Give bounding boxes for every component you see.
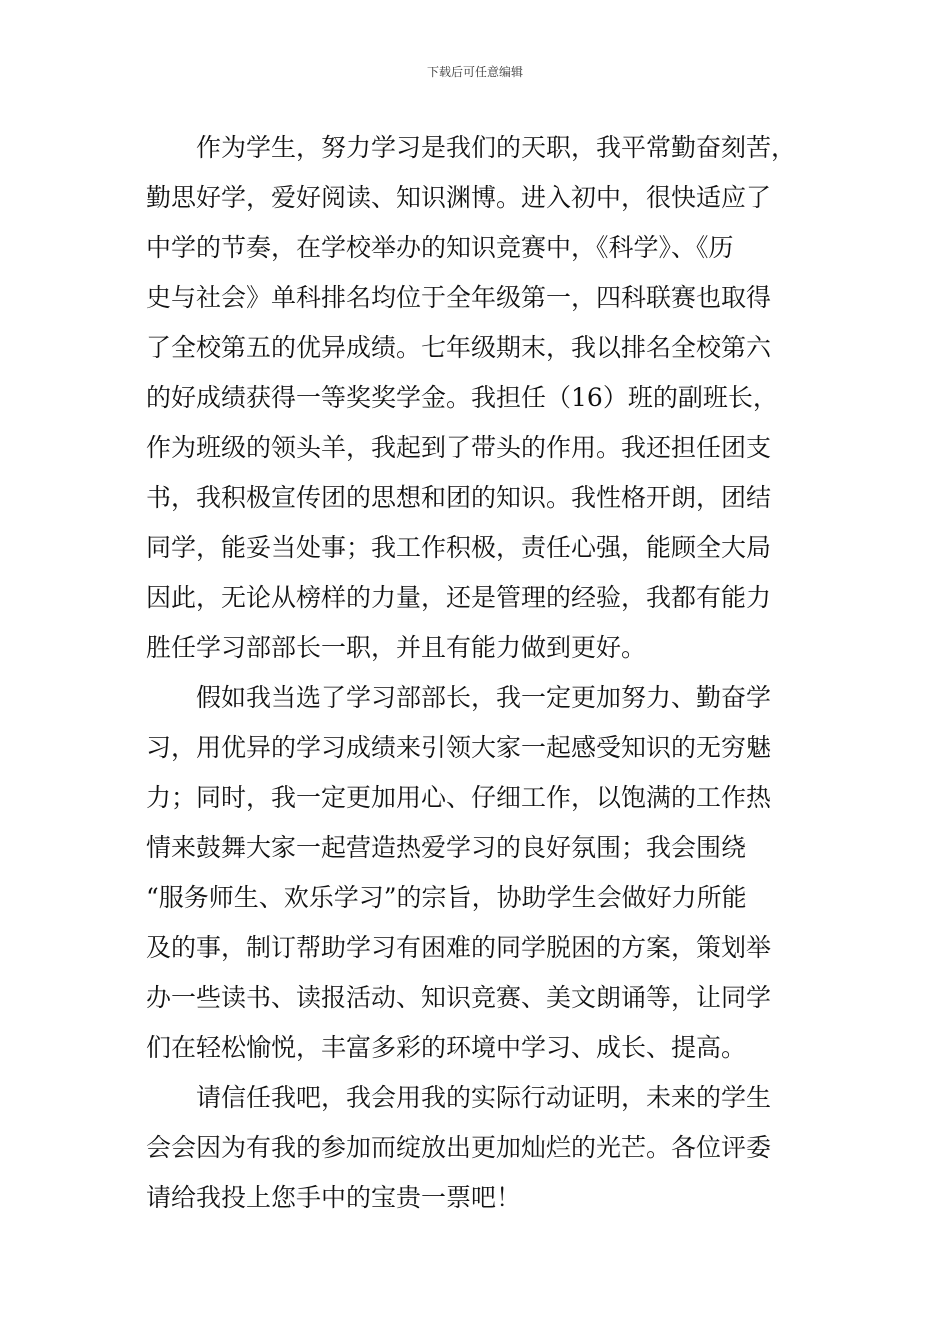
paragraph-1-line-4: 史与社会》单科排名均位于全年级第一，四科联赛也取得 bbox=[146, 283, 772, 312]
paragraph-1-line-11: 胜任学习部部长一职，并且有能力做到更好。 bbox=[146, 633, 647, 662]
paragraph-2-line-7: 办一些读书、读报活动、知识竞赛、美文朗诵等，让同学 bbox=[146, 983, 772, 1012]
paragraph-2-line-4: 情来鼓舞大家一起营造热爱学习的良好氛围；我会围绕 bbox=[146, 833, 747, 862]
paragraph-2-line-8: 们在轻松愉悦，丰富多彩的环境中学习、成长、提高。 bbox=[146, 1033, 747, 1062]
paragraph-3-line-2: 会会因为有我的参加而绽放出更加灿烂的光芒。各位评委 bbox=[146, 1133, 772, 1162]
paragraph-1-line-5: 了全校第五的优异成绩。七年级期末，我以排名全校第六 bbox=[146, 333, 772, 362]
paragraph-1-line-8: 书，我积极宣传团的思想和团的知识。我性格开朗，团结 bbox=[146, 483, 772, 512]
paragraph-2-line-5: “服务师生、欢乐学习”的宗旨，协助学生会做好力所能 bbox=[146, 883, 747, 912]
paragraph-1-line-7: 作为班级的领头羊，我起到了带头的作用。我还担任团支 bbox=[146, 433, 772, 462]
paragraph-3-line-3: 请给我投上您手中的宝贵一票吧！ bbox=[146, 1183, 522, 1212]
paragraph-1-line-6: 的好成绩获得一等奖奖学金。我担任（16）班的副班长， bbox=[146, 383, 778, 412]
paragraph-1-line-10: 因此，无论从榜样的力量，还是管理的经验，我都有能力 bbox=[146, 583, 772, 612]
paragraph-1-line-1: 作为学生，努力学习是我们的天职，我平常勤奋刻苦， bbox=[196, 133, 797, 162]
paragraph-2-line-1: 假如我当选了学习部部长，我一定更加努力、勤奋学 bbox=[196, 683, 772, 712]
page-header: 下载后可任意编辑 bbox=[426, 65, 523, 79]
paragraph-1-line-3: 中学的节奏，在学校举办的知识竞赛中，《科学》、《历 bbox=[146, 233, 734, 262]
paragraph-2-line-2: 习，用优异的学习成绩来引领大家一起感受知识的无穷魅 bbox=[146, 733, 772, 762]
paragraph-1-line-2: 勤思好学，爱好阅读、知识渊博。进入初中，很快适应了 bbox=[146, 183, 772, 212]
paragraph-3-line-1: 请信任我吧，我会用我的实际行动证明，未来的学生 bbox=[196, 1083, 772, 1112]
paragraph-2-line-6: 及的事，制订帮助学习有困难的同学脱困的方案，策划举 bbox=[146, 933, 772, 962]
paragraph-1-line-9: 同学，能妥当处事；我工作积极，责任心强，能顾全大局 bbox=[146, 533, 772, 562]
paragraph-2-line-3: 力；同时，我一定更加用心、仔细工作，以饱满的工作热 bbox=[146, 783, 772, 812]
